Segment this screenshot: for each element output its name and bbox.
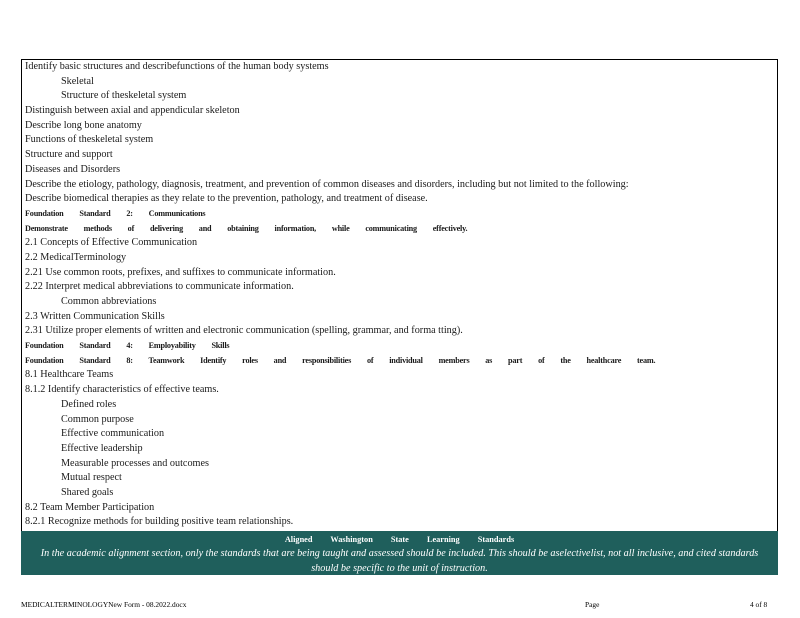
text-line: 8.1.2 Identify characteristics of effective teams. bbox=[25, 384, 219, 396]
bullet-text: Shared goals bbox=[61, 486, 114, 498]
text-line: Identify basic structures and describefunctions of the human body systems bbox=[25, 61, 329, 72]
bullet-text: Common purpose bbox=[61, 413, 134, 425]
text-line: 2.31 Utilize proper elements of written and electronic communication (spelling, grammar, and forma tting). bbox=[25, 325, 463, 337]
foundation-standard-line: Foundation Standard 4: Employability Skills bbox=[25, 341, 230, 351]
text-line: 8.1 Healthcare Teams bbox=[25, 369, 114, 381]
bullet-item bbox=[25, 427, 775, 442]
bullet-item bbox=[25, 471, 775, 486]
foundation-standard-line: Foundation Standard 8: Teamwork Identify roles and responsibilities of individual members as part of the healthcare team. bbox=[25, 355, 656, 365]
bullet-item bbox=[25, 442, 775, 457]
text-line: 2.22 Interpret medical abbreviations to communicate information. bbox=[25, 281, 294, 293]
text-line: 2.1 Concepts of Effective Communication bbox=[25, 237, 198, 249]
bullet-text: Common abbreviations bbox=[61, 296, 157, 307]
footer-page-label: Page bbox=[585, 600, 600, 609]
bullet-item bbox=[25, 89, 775, 104]
bullet-text: Measurable processes and outcomes bbox=[61, 457, 209, 469]
foundation-standard-line: Demonstrate methods of delivering and obtaining information, while communicating effectively. bbox=[25, 223, 468, 233]
foundation-standard-line: Foundation Standard 2: Communications bbox=[25, 208, 206, 218]
bullet-text: Effective communication bbox=[61, 428, 165, 440]
bullet-item bbox=[25, 413, 775, 428]
banner-note: In the academic alignment section, only the standards that are being taught and assessed should be included. This should be aselectivelist, not all inclusive, and cited standards should be specific to the unit of instruction. bbox=[40, 548, 759, 574]
text-line: 2.21 Use common roots, prefixes, and suffixes to communicate information. bbox=[25, 266, 336, 278]
bullet-text: Structure of theskeletal system bbox=[61, 90, 187, 102]
document-body bbox=[25, 60, 775, 530]
bullet-text: Mutual respect bbox=[61, 472, 122, 484]
text-line: 2.3 Written Communication Skills bbox=[25, 310, 165, 322]
text-line: 8.2.1 Recognize methods for building positive team relationships. bbox=[25, 516, 294, 528]
text-line: Describe biomedical therapies as they relate to the prevention, pathology, and treatment of disease. bbox=[25, 193, 428, 205]
banner-title: Aligned Washington State Learning Standards bbox=[284, 535, 515, 544]
bullet-item bbox=[25, 295, 775, 310]
text-line: Describe long bone anatomy bbox=[25, 119, 142, 131]
text-line: Diseases and Disorders bbox=[25, 163, 121, 175]
bullet-text: Defined roles bbox=[61, 398, 117, 410]
text-line: 2.2 MedicalTerminology bbox=[25, 251, 127, 263]
text-line: Functions of theskeletal system bbox=[25, 134, 154, 146]
bullet-item bbox=[25, 398, 775, 413]
footer-page-number: 4 of 8 bbox=[750, 600, 768, 609]
bullet-text: Skeletal bbox=[61, 75, 94, 87]
bullet-item bbox=[25, 457, 775, 472]
bullet-item bbox=[25, 75, 775, 90]
text-line: Distinguish between axial and appendicular skeleton bbox=[25, 105, 240, 117]
text-line: Describe the etiology, pathology, diagnosis, treatment, and prevention of common diseases and disorders, including but not limited to the following: bbox=[25, 178, 629, 190]
text-line: Structure and support bbox=[25, 149, 113, 161]
footer-filename: MEDICALTERMINOLOGYNew Form - 08.2022.docx bbox=[21, 600, 187, 609]
text-line: 8.2 Team Member Participation bbox=[25, 501, 155, 513]
aligned-standards-banner bbox=[21, 531, 778, 575]
bullet-text: Effective leadership bbox=[61, 442, 143, 454]
bullet-item bbox=[25, 486, 775, 501]
